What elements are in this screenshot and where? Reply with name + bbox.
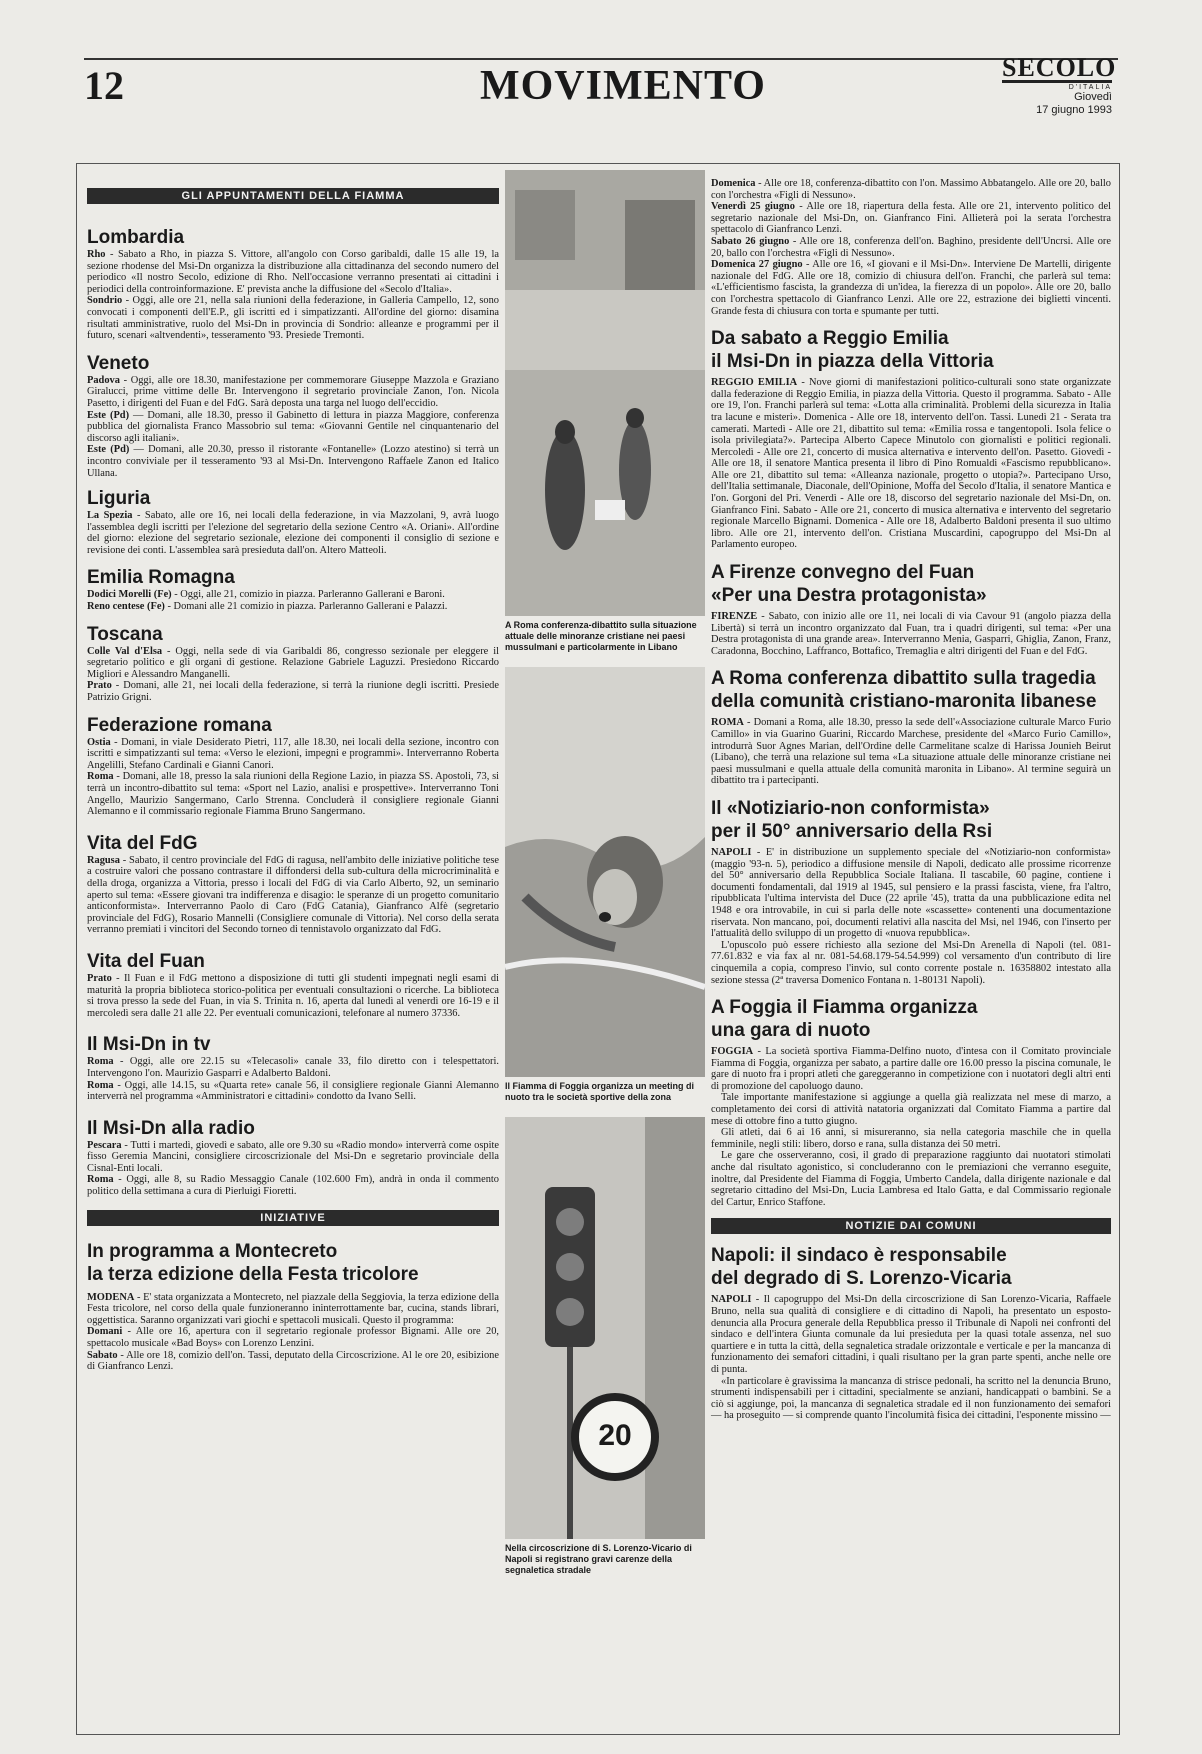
section-title: MOVIMENTO xyxy=(480,63,766,109)
heading-reggio-1: Da sabato a Reggio Emilia xyxy=(711,328,949,350)
article-text: Dodici Morelli (Fe) - Oggi, alle 21, comizio in piazza. Parleranno Gallerani e Baroni. xyxy=(87,589,445,601)
photo-swimmer xyxy=(505,667,705,1077)
content-frame xyxy=(76,163,1120,1735)
article-text: Domani - Alle ore 16, apertura con il segretario regionale professor Bignami. Alle ore 20, spettacolo musicale «Bad Boys» con Lorenzo Lenzini. xyxy=(87,1326,499,1350)
heading-napoli-1: Napoli: il sindaco è responsabile xyxy=(711,1245,1007,1267)
masthead xyxy=(1002,53,1117,117)
article-text: Rho - Sabato a Rho, in piazza S. Vittore, all'angolo con Corso garibaldi, dalle 15 alle 19, la sezione rhodense del Msi-Dn organizza la distribuzione alla cittadinanza del secondo numero del periodico «Il nostro Secolo, edizione di Rho. Nell'occasione verranno presentati ai cittadini i periodici della controinformazione. E' prevista anche la diffusione del «Secolo d'Italia». xyxy=(87,249,499,295)
article-text: Este (Pd) — Domani, alle 20.30, presso il ristorante «Fontanelle» (Lozzo atestino) si terrà un incontro conviviale per il tesseramento '93 al Msi-Dn. Intervengono Raffaele Zanon ed Italico Ullana. xyxy=(87,444,499,479)
heading-lombardia: Lombardia xyxy=(87,227,185,248)
article-text: NAPOLI - E' in distribuzione un supplemento speciale del «Notiziario-non conformista» (maggio '93-n. 5), periodico a diffusione mensile di Napoli, dedicato alle prossime ricorrenze del 50° anniversario della Repubblica Sociale Italiana. Il tascabile, 60 pagine, contiene i documenti fondamentali, dal 1919 al 1945, sul pensiero e la prassi fascista, viene, fra l'altro, ripubblicata l'ultima intervista del Duce (22 aprile '45), tratta da una pubblicazione edita nel 1948 e ora introvabile, in cui si parla delle note «scassette» contenenti una documentazione riservata. Non mancano, poi, documenti relativi alla nascita del Msi, nel 1946, con l'inserto per l'attualità dello sviluppo di un progetto di «nuova repubblica». xyxy=(711,846,1111,940)
article-text: FIRENZE - Sabato, con inizio alle ore 11, nei locali di via Cavour 91 (angolo piazza della Libertà) si terrà un incontro organizzato dal Fuan, tra i quadri dirigenti, sul tema: «Per una Destra protagonista di una grande area». Interverranno Menia, Gasparri, Ghiglia, Zanon, Franz, Caradonna, Bocchino, Laffranco, Bottafico, Tremaglia e altri dirigenti del Fuan e del FdG. xyxy=(711,611,1111,657)
article-text: Colle Val d'Elsa - Oggi, nella sede di via Garibaldi 86, congresso sezionale per eleggere il segretario politico e gli organi di gestione. Relazione Gabriele Laguzzi. Presiedono Riccardo Migliori e Alessandro Manganelli. xyxy=(87,645,499,680)
right-column xyxy=(711,178,1111,1422)
article-text: Sondrio - Oggi, alle ore 21, nella sala riunioni della federazione, in Galleria Campello, 12, sono convocati i componenti dell'E.P., gli iscritti ed i simpatizzanti. All'ordine del giorno: disamina risultati amministrative, ruolo del Msi-Dn in provincia di Sondrio: alleanze e programmi per il futuro, scenari «altvendenti», tesseramento '93. Presiede Tremonti. xyxy=(87,295,499,342)
heading-vita-fuan: Vita del Fuan xyxy=(87,950,205,972)
article-text: Prato - Domani, alle 21, nei locali della federazione, si terrà la riunione degli iscritti. Presiede Patrizio Grigni. xyxy=(87,680,499,704)
article-text: FOGGIA - La società sportiva Fiamma-Delfino nuoto, d'intesa con il Comitato provinciale Fiamma di Foggia, organizza per sabato, a partire dalle ore 16.00 presso la piscina comunale, le gare di nuoto fra i propri atleti che gareggeranno in competizione con i nuotatori degli altri enti di promozione del capoluogo dauno. xyxy=(711,1046,1111,1092)
speed-limit-text: 20 xyxy=(598,1419,632,1452)
heading-firenze-2: «Per una Destra protagonista» xyxy=(711,585,987,607)
heading-montecreto-1: In programma a Montecreto xyxy=(87,1240,338,1262)
article-text: Venerdì 25 giugno - Alle ore 18, riapertura della festa. Alle ore 21, intervento politico del segretario nazionale del Msi-Dn, on. Gianfranco Fini. Allieterà poi la serata l'orchestra spettacolo di Gianfranco Lenzi. xyxy=(711,201,1111,236)
section-bar-appuntamenti: GLI APPUNTAMENTI DELLA FIAMMA xyxy=(87,188,499,204)
article-text: Pescara - Tutti i martedì, giovedì e sabato, alle ore 9.30 su «Radio mondo» interverrà come ospite fisso Geremia Mancini, consigliere circoscrizionale del Msi-Dn e segretario provinciale della Cisnal-Enti locali. xyxy=(87,1139,499,1174)
photo-caption: Nella circoscrizione di S. Lorenzo-Vicario di Napoli si registrano gravi carenze della segnaletica stradale xyxy=(505,1543,692,1575)
traffic-light-image xyxy=(505,1117,705,1539)
article-text: Ragusa - Sabato, il centro provinciale del FdG di ragusa, nell'ambito delle iniziative politiche tese a costruire valori che possano contrastare il diffondersi della sub-cultura della microcriminalità e della droga, organizza a Vittoria, presso i locali del FdG di via Carlo Alberto, 92, un seminario aperto sul tema: «Essere giovani tra indifferenza e disagio: le speranze di un progetto comunitario anticonformista». Interverranno Paolo di Caro (FdG Catania), Gianfranco Alfè (segretario provinciale del FdG), Rosario Mannelli (Consigliere comunale di Vittoria). Nel corso della serata verranno premiati i vincitori del Secondo torneo di tennistavolo organizzato dal FdG. xyxy=(87,854,499,936)
left-column xyxy=(87,188,499,1373)
article-text: Roma - Domani, alle 18, presso la sala riunioni della Regione Lazio, in piazza SS. Apostoli, 73, si terrà un incontro-dibattito sul tema: «Sport nel Lazio, analisi e prospettive». Interverranno Toni Angello, Maurizio Sangermano, Carlo Strenna. Concluderà il consigliere regionale Gianni Alemanno e il commissario regionale Fiamma Bruno Sangermano. xyxy=(87,771,499,818)
heading-toscana: Toscana xyxy=(87,623,163,645)
article-text: Ostia - Domani, in viale Desiderato Pietri, 117, alle 18.30, nei locali della sezione, incontro con iscritti e simpatizzanti sul tema: «Verso le elezioni, impegni e programmi». Interverranno Roberta Angelilli, Stefano Cardinali e Gianni Canori. xyxy=(87,736,499,771)
heading-napoli-2: del degrado di S. Lorenzo-Vicaria xyxy=(711,1268,1012,1290)
article-text: L'opuscolo può essere richiesto alla sezione del Msi-Dn Arenella di Napoli (tel. 081-77.61.832 e via fax al nr. 081-54.68.179-54.54.999) col versamento d'un contributo di lire cinquemila a copia, compreso l'invio, sul conto corrente postale n. 16358802 intestato alla sezione stessa (2ª traversa Domenico Fontana n. 1-80131 Napoli). xyxy=(711,939,1111,986)
article-text: ROMA - Domani a Roma, alle 18.30, presso la sede dell'«Associazione culturale Marco Furio Camillo» in via Guarino Guarini, Riccardo Marchese, presidente del «Marco Furio Camillo», introdurrà Suor Agnes Marian, dell'Ordine delle Carmelitane scalze di Harissa Jounieh Beirut (Libano), che terrà una relazione sul tema «La situazione attuale delle minoranze cristiane nei paesi mussulmani e quella attuale della comunità maronita in Libano». Al termine seguirà un dibattito tra i partecipanti. xyxy=(711,717,1111,787)
heading-montecreto-2: la terza edizione della Festa tricolore xyxy=(87,1263,419,1285)
heading-foggia-1: A Foggia il Fiamma organizza xyxy=(711,997,978,1019)
article-text: «In particolare è gravissima la mancanza di strisce pedonali, ha scritto nel la denuncia Bruno, strumenti indispensabili per i cittadini, specialmente se anziani, handicappati o bambini. Se a ciò si aggiunge, poi, la mancanza di segnaletica stradale ed il non funzionamento dei semafori — ha proseguito — si comprende quanto l'incolumità fisica dei cittadini, l'esponente missino — xyxy=(711,1375,1111,1422)
section-bar-iniziative: INIZIATIVE xyxy=(87,1210,499,1226)
article-text: Este (Pd) — Domani, alle 18.30, presso il Gabinetto di lettura in piazza Maggiore, conferenza pubblica del giornalista Franco Massobrio sul tema: «Giovanni Gentile nel cinquantenario del discorso agli italiani». xyxy=(87,409,499,444)
top-rule xyxy=(84,58,1118,60)
heading-firenze-1: A Firenze convegno del Fuan xyxy=(711,562,975,584)
article-text: Gli atleti, dai 6 ai 16 anni, si misureranno, sia nella categoria maschile che in quella femminile, negli stili: libero, dorso e rana, sulla distanza dei 50 metri. xyxy=(711,1127,1111,1150)
article-text: Prato - Il Fuan e il FdG mettono a disposizione di tutti gli studenti impegnati negli esami di maturità la propria biblioteca storico-politica per eventuali consultazioni o ricerche. La biblioteca si trova presso la sede del Fuan, in via S. Trinita n. 16, aperta dal lunedì al venerdì ore 16-19 e il mercoledì sera dalle 21 alle 22. Per eventuali comunicazioni, telefonare al numero 37336. xyxy=(87,972,499,1019)
heading-roma-1: A Roma conferenza dibattito sulla tragedia xyxy=(711,668,1096,690)
article-text: La Spezia - Sabato, alle ore 16, nei locali della federazione, in via Mazzolani, 9, avrà luogo l'assemblea degli iscritti per l'elezione del segretario della sezione Centro «A. Oriani». All'ordine del giorno: elezione del segretario sezionale, elezione dei componenti il consiglio di sezione e revisione dei conti. L'assemblea sarà presieduta dall'on. Altero Matteoli. xyxy=(87,510,499,556)
article-text: Roma - Oggi, alle 8, su Radio Messaggio Canale (102.600 Fm), andrà in onda il commento politico della settimana a cura di Pierluigi Fioretti. xyxy=(87,1174,499,1198)
heading-liguria: Liguria xyxy=(87,488,151,510)
article-text: NAPOLI - Il capogruppo del Msi-Dn della circoscrizione di San Lorenzo-Vicaria, Raffaele Bruno, nella sua qualità di consigliere e di cittadino di Napoli, ha presentato un esposto-denuncia alla Procura generale della Repubblica presso il Tribunale di Napoli nei confronti del sindaco e dell'intera Giunta comunale da lui presieduta per la quasi totale assenza, nel suo quartiere e in tutta la città, della segnaletica stradale orizzontale e verticale e per la mancanza di funzionamento dei semafori cittadini, i quali risultano per la gran parte spenti, anche nelle ore di punta. xyxy=(711,1294,1111,1375)
article-text: Domenica - Alle ore 18, conferenza-dibattito con l'on. Massimo Abbatangelo. Alle ore 20, ballo con l'orchestra «Figli di Nessuno». xyxy=(711,178,1111,201)
article-text: Roma - Oggi, alle 14.15, su «Quarta rete» canale 56, il consigliere regionale Gianni Alemanno interverrà nel programma «Amministratori e cittadini» condotto da Ivano Selli. xyxy=(87,1079,499,1103)
heading-roma-2: della comunità cristiano-maronita libanese xyxy=(711,691,1097,713)
article-text: Sabato - Alle ore 18, comizio dell'on. Tassi, deputato della Circoscrizione. Al le ore 20, esibizione di Gianfranco Lenzi. xyxy=(87,1349,499,1373)
newspaper-logo-sub: D'ITALIA xyxy=(1068,84,1112,91)
article-text: Reno centese (Fe) - Domani alle 21 comizio in piazza. Parleranno Gallerani e Palazzi. xyxy=(87,601,448,613)
photo-caption: Il Fiamma di Foggia organizza un meeting di nuoto tra le società sportive della zona xyxy=(505,1081,695,1102)
issue-day: Giovedì xyxy=(1074,91,1112,103)
photo-caption: A Roma conferenza-dibattito sulla situazione attuale delle minoranze cristiane nei paesi mussulmani e particolarmente in Libano xyxy=(505,620,697,652)
heading-federazione-romana: Federazione romana xyxy=(87,714,272,736)
heading-vita-fdg: Vita del FdG xyxy=(87,832,198,854)
article-text: Le gare che osserveranno, così, il grado di preparazione raggiunto dai nuotatori stimolati anche dal risultato agonistico, si concluderanno con le premiazioni che verranno eseguite, inoltre, dal Presidente del Fiamma di Foggia, Umberto Candela, dalla dirigente nazionale e dal segretario cittadino del Msi-Dn, Lucia Lambresa ed Italo Gatta, e dal Commissario regionale del Cartur, Enrico Staffone. xyxy=(711,1150,1111,1208)
heading-reggio-2: il Msi-Dn in piazza della Vittoria xyxy=(711,351,994,373)
heading-notiziario-1: Il «Notiziario-non conformista» xyxy=(711,797,990,819)
article-text: REGGIO EMILIA - Nove giorni di manifestazioni politico-culturali sono state organizzate dalla federazione di Reggio Emilia, in piazza della Vittoria. Questo il programma. Sabato - Alle ore 19, l'on. Franchi parlerà sul tema: «Lotta alla criminalità. Problemi della sicurezza in Italia tra lacune e misteri». Domenica - Alle ore 18, intervento dell'on. Tassi. Lunedì 21 - Serata tra camerati. Martedì - Alle ore 21, dibattito sul tema: «Emilia rossa e tangentopoli. Isola felice o isola privilegiata?». Partecipa Alberto Capece Minutolo con giornalisti e politici regionali. Mercoledì - Alle ore 21, concerto di musica alternativa e intervento dell'on. Pasetto. Giovedì - Alle ore 18, il senatore Mantica presenta il libro di Pino Romualdi «Fascismo repubblicano». Alle ore 21, dibattito sul tema: «Alleanza nazionale, progetto o utopia?». Partecipano Urso, dell'Italia settimanale, Diaconale, dell'Opinione, Moffa del Secolo d'Italia, il senatore Mantica e l'on. Gorgoni del Pri. Venerdì - Alle ore 18, discorso del segretario nazionale del Msi-Dn, on. Gianfranco Fini. Sabato - Alle ore 21, concerto di musica alternativa e intervento del segretario regionale Marcello Bignami. Domenica - Alle ore 18, Adalberto Baldoni presenta il suo ultimo libro. Alle ore 21, intervento dell'on. Cristiana Muscardini, capogruppo del Msi-Dn al Parlamento europeo. xyxy=(711,377,1111,551)
issue-date: 17 giugno 1993 xyxy=(1036,104,1112,116)
swimmer-image xyxy=(505,667,705,1077)
newspaper-logo: SECOLO xyxy=(1002,53,1117,82)
section-bar-comuni: NOTIZIE DAI COMUNI xyxy=(711,1218,1111,1234)
photo-column xyxy=(505,170,705,1576)
heading-veneto: Veneto xyxy=(87,352,150,374)
article-text: Tale importante manifestazione si aggiunge a quella già realizzata nel mese di marzo, a completamento dei corsi di attività natatoria organizzati dal Comitato Fiamma a partire dal mese di ottobre fino a tutto giugno. xyxy=(711,1092,1111,1127)
heading-emilia-romagna: Emilia Romagna xyxy=(87,567,235,589)
page-number: 12 xyxy=(84,63,124,108)
heading-foggia-2: una gara di nuoto xyxy=(711,1020,871,1042)
photo-traffic-light xyxy=(505,1117,705,1539)
article-text: Domenica 27 giugno - Alle ore 16, «I giovani e il Msi-Dn». Interviene De Martelli, dirigente nazionale del FdG. Alle ore 18, comizio di chiusura dell'on. Franchi, che parlerà sul tema: «L'efficientismo fascista, la grandezza di un'idea, la fierezza di un popolo». Alle ore 20, ballo con l'orchestra spettacolo di Gianfranco Lenzi. Alle ore 22, estrazione dei biglietti vincenti. Grande festa di chiusura con torta e spumante per tutti. xyxy=(711,259,1111,317)
article-text: Padova - Oggi, alle ore 18.30, manifestazione per commemorare Giuseppe Mazzola e Graziano Giralucci, prime vittime delle Br. Intervengono il segretario provinciale Zanon, l'on. Nicola Pasetto, i dirigenti del Fuan e del FdG. Sarà deposta una targa nel luogo dell'eccidio. xyxy=(87,374,499,409)
photo-street-scene xyxy=(505,170,705,616)
heading-notiziario-2: per il 50° anniversario della Rsi xyxy=(711,820,993,842)
article-text: Roma - Oggi, alle ore 22.15 su «Telecasoli» canale 33, filo diretto con i telespettatori. Intervengono l'on. Maurizio Gasparri e Adalberto Baldoni. xyxy=(87,1056,499,1079)
article-text: MODENA - E' stata organizzata a Montecreto, nel piazzale della Seggiovia, la terza edizione della Festa tricolore, nel corso della quale funzioneranno ininterrottamente bar, cucina, stands librari, oggettistica. Saranno organizzati vari giochi e spettacoli musicali. Questo il programma: xyxy=(87,1291,499,1326)
article-text: Sabato 26 giugno - Alle ore 18, conferenza dell'on. Baghino, presidente dell'Uncrsi. Alle ore 20, ballo con l'orchestra «Figli di Nessuno». xyxy=(711,235,1111,259)
heading-msi-tv: Il Msi-Dn in tv xyxy=(87,1034,211,1056)
street-scene-image xyxy=(505,170,705,616)
heading-msi-radio: Il Msi-Dn alla radio xyxy=(87,1117,255,1139)
